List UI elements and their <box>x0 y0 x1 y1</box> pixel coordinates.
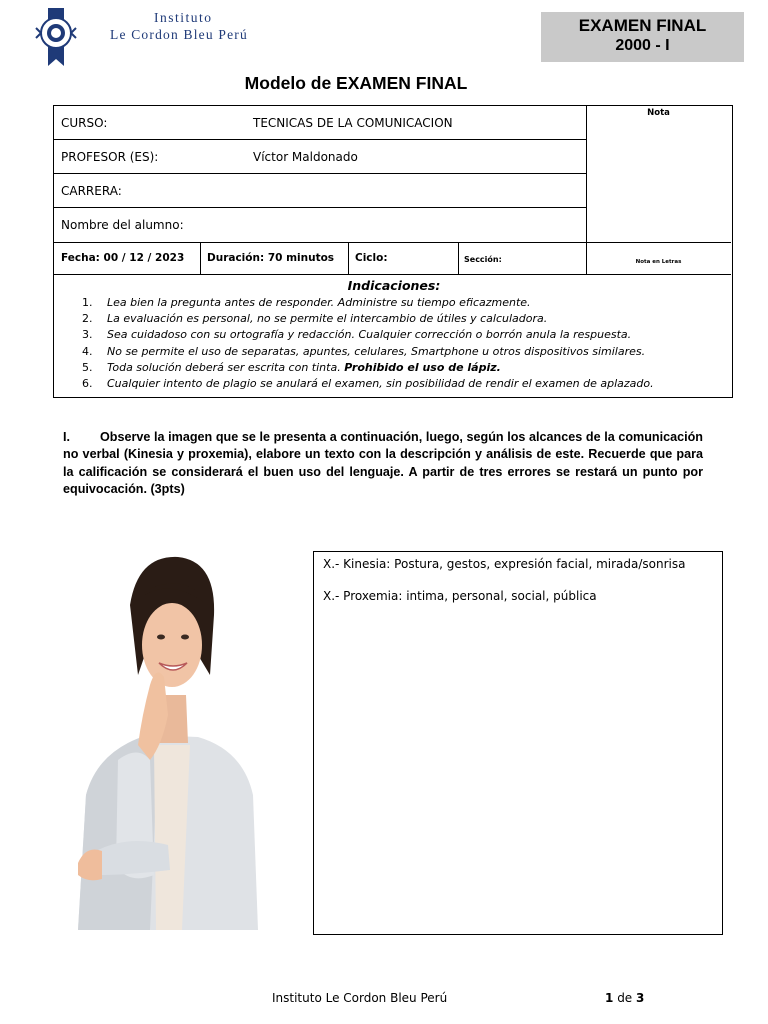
question-text: Observe la imagen que se le presenta a continuación, luego, según los alcances de la comunicación no verbal (Kinesia y proxemia), elabore un texto con la descripción y análisis de este. Recuerde que para la calificación se considerará el buen uso del lenguaje. A partir de tres errores se restará un punto por equivocación. (3pts) <box>63 430 703 497</box>
nota-label: Nota <box>647 108 670 118</box>
indicaciones-title: Indicaciones: <box>347 278 441 293</box>
curso-value: TECNICAS DE LA COMUNICACION <box>253 116 453 130</box>
exam-period: 2000 - I <box>615 37 670 54</box>
curso-label: CURSO: <box>61 116 108 130</box>
list-item: 6. Cualquier intento de plagio se anulará el examen, sin posibilidad de rendir el examen de aplazado. <box>82 376 654 390</box>
profesor-value: Víctor Maldonado <box>253 150 358 164</box>
smiling-woman-illustration <box>58 545 273 935</box>
indicaciones-list <box>82 295 654 392</box>
answer-box[interactable] <box>313 551 723 935</box>
answer-line-proxemia: X.- Proxemia: intima, personal, social, pública <box>323 589 597 603</box>
exam-header-table <box>53 105 733 398</box>
carrera-label: CARRERA: <box>61 184 122 198</box>
footer-institute: Instituto Le Cordon Bleu Perú <box>272 991 448 1005</box>
list-item: 4. No se permite el uso de separatas, apuntes, celulares, Smartphone u otros dispositivos similares. <box>82 344 646 358</box>
page-number: 1 <box>605 991 614 1005</box>
institute-logo <box>30 6 250 70</box>
profesor-label: PROFESOR (ES): <box>61 150 159 164</box>
exam-title: EXAMEN FINAL <box>578 16 707 35</box>
page-of: de <box>617 991 633 1005</box>
logo-line2: Le Cordon Bleu Perú <box>110 27 248 42</box>
page-indicator <box>605 991 644 1005</box>
question-1 <box>63 429 703 499</box>
nota-letras-field: Nota en Letras <box>635 259 682 265</box>
seccion-field: Sección: <box>464 255 502 264</box>
question-number: I. <box>63 430 70 444</box>
fecha-field: Fecha: 00 / 12 / 2023 <box>61 252 185 264</box>
cordon-bleu-emblem-icon <box>34 6 78 68</box>
exam-title-box <box>541 12 744 62</box>
alumno-label: Nombre del alumno: <box>61 218 184 232</box>
duracion-field: Duración: 70 minutos <box>207 252 335 264</box>
list-item: 2. La evaluación es personal, no se permite el intercambio de útiles y calculadora. <box>82 312 548 326</box>
list-item: 3. Sea cuidadoso con su ortografía y redacción. Cualquier corrección o borrón anula la respuesta. <box>82 328 632 342</box>
logo-line1: Instituto <box>154 10 213 25</box>
ciclo-field: Ciclo: <box>355 252 388 264</box>
page-title: Modelo de EXAMEN FINAL <box>244 73 468 93</box>
list-item: 5. Toda solución deberá ser escrita con tinta. Prohibido el uso de lápiz. <box>82 360 501 374</box>
page-total: 3 <box>636 991 645 1005</box>
list-item: 1. Lea bien la pregunta antes de responder. Administre su tiempo eficazmente. <box>82 296 531 309</box>
answer-line-kinesia: X.- Kinesia: Postura, gestos, expresión facial, mirada/sonrisa <box>323 557 686 571</box>
woman-photo <box>58 545 273 935</box>
